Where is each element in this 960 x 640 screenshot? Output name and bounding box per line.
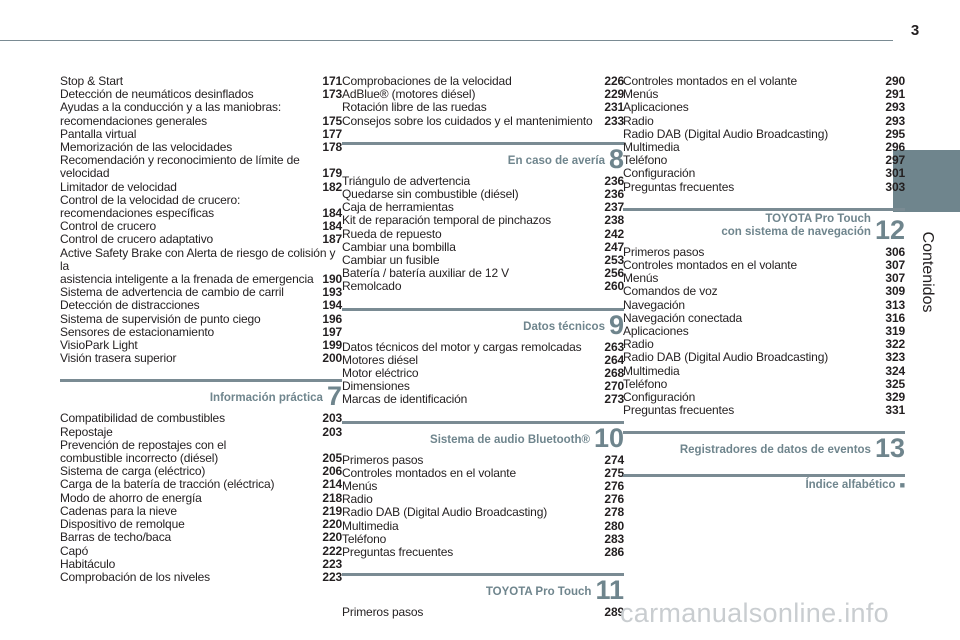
index-square-icon: ■ (899, 480, 905, 491)
toc-entry[interactable] (60, 313, 342, 326)
toc-entry-title: Pantalla virtual (60, 126, 137, 141)
toc-entry-title: Dispositivo de remolque (60, 517, 185, 532)
section-header-row (623, 433, 905, 464)
section-number: 13 (874, 433, 905, 464)
toc-entry-title: Menús (342, 479, 378, 494)
toc-entry-page: 301 (885, 166, 905, 181)
toc-entry-page: 203 (322, 424, 342, 439)
toc-entry-title: Marcas de identificación (342, 392, 468, 407)
toc-entry-title: Multimedia (623, 140, 680, 155)
toc-entry-page: 179 (322, 166, 342, 181)
toc-entry-page: 276 (604, 479, 624, 494)
section-header-row (342, 575, 624, 606)
toc-entry[interactable] (60, 492, 342, 505)
toc-entry[interactable] (623, 101, 905, 114)
toc-entry-page: 205 (322, 451, 342, 466)
toc-entry[interactable] (60, 167, 342, 180)
toc-entry-page: 324 (885, 363, 905, 378)
toc-entry[interactable] (623, 299, 905, 312)
toc-entry-page: 306 (885, 244, 905, 259)
toc-entry-title: Controles montados en el volante (623, 258, 797, 273)
toc-entry-title: Dimensiones (342, 379, 410, 394)
toc-entry-title: Primeros pasos (342, 605, 424, 620)
toc-entry-title: Menús (623, 87, 659, 102)
toc-entry-title: Cambiar un fusible (342, 253, 440, 268)
toc-entry-title: Triángulo de advertencia (342, 173, 471, 188)
toc-entry-page: 223 (322, 556, 342, 571)
toc-entry-title: Radio DAB (Digital Audio Broadcasting) (623, 350, 829, 365)
toc-entry-page: 199 (322, 338, 342, 353)
toc-entry-title: Radio DAB (Digital Audio Broadcasting) (342, 505, 548, 520)
section-header (342, 421, 624, 453)
toc-entry-title: Comprobación de los niveles (60, 569, 211, 584)
toc-entry[interactable] (60, 558, 342, 571)
toc-entry-page: 313 (885, 297, 905, 312)
toc-entry[interactable] (342, 228, 624, 241)
side-tab-text: Contenidos (919, 231, 936, 313)
toc-entry-page: 323 (885, 350, 905, 365)
toc-entry-title: Rotación libre de las ruedas (342, 100, 487, 115)
toc-entry-title: Primeros pasos (623, 244, 705, 259)
toc-entry-title: Navegación (623, 297, 685, 312)
toc-entry-page: 307 (885, 271, 905, 286)
toc-entry-page: 226 (604, 74, 624, 88)
toc-entry[interactable] (342, 393, 624, 406)
toc-entry-title: Limitador de velocidad (60, 179, 177, 194)
toc-entry-page: 309 (885, 284, 905, 299)
toc-entry-title: Menús (623, 271, 659, 286)
toc-entry-title: Sistema de supervisión de punto ciego (60, 311, 261, 326)
toc-entry[interactable] (60, 299, 342, 312)
toc-entry-title: Navegación conectada (623, 310, 743, 325)
section-header-row (623, 211, 905, 245)
toc-entry-page: 291 (885, 87, 905, 102)
toc-column-1 (60, 75, 342, 584)
toc-entry-title: Control de la velocidad de crucero: (60, 192, 241, 207)
toc-entry-page: 236 (604, 187, 624, 202)
toc-entry-title: Consejos sobre los cuidados y el mantenimiento (342, 113, 593, 128)
toc-entry-title: recomendaciones específicas (60, 206, 215, 221)
toc-entry[interactable] (342, 101, 624, 114)
toc-entry[interactable] (623, 325, 905, 338)
toc-entry[interactable] (60, 352, 342, 365)
toc-entry-page: 325 (885, 376, 905, 391)
toc-entry[interactable] (60, 426, 342, 439)
toc-entry[interactable] (623, 75, 905, 88)
toc-entry-page: 238 (604, 213, 624, 228)
toc-entry-title: Stop & Start (60, 74, 123, 88)
toc-entry-page: 184 (322, 206, 342, 221)
toc-entry-title: Compatibilidad de combustibles (60, 411, 225, 426)
section-title[interactable] (721, 213, 875, 242)
toc-entry[interactable] (623, 351, 905, 364)
toc-entry-page: 329 (885, 390, 905, 405)
section-header (623, 474, 905, 495)
toc-entry-page: 297 (885, 153, 905, 168)
watermark: carmanualsonline.info (620, 598, 889, 628)
page-number: 3 (910, 22, 920, 39)
toc-entry-title: Carga de la batería de tracción (eléctrica) (60, 477, 275, 492)
toc-entry-title: Controles montados en el volante (623, 74, 797, 88)
toc-entry-page: 193 (322, 285, 342, 300)
section-title[interactable] (430, 434, 594, 450)
toc-entry-title: recomendaciones generales (60, 113, 208, 128)
toc-entry[interactable] (342, 115, 624, 128)
section-number: 7 (326, 381, 342, 412)
toc-entry-title: Preguntas frecuentes (342, 545, 454, 560)
section-number: 9 (608, 309, 624, 340)
section-title-text: TOYOTA Pro Touch (485, 586, 592, 599)
section-header-row (342, 309, 624, 340)
toc-entry[interactable] (342, 341, 624, 354)
section-title-text: Información práctica (209, 392, 323, 405)
toc-entry-title: Control de crucero adaptativo (60, 232, 214, 247)
toc-entry-page: 283 (604, 531, 624, 546)
section-header (60, 379, 342, 412)
section-title[interactable] (680, 444, 875, 460)
section-title[interactable] (523, 321, 609, 337)
toc-entry-title: Memorización de las velocidades (60, 140, 233, 155)
section-header-row (60, 381, 342, 412)
toc-entry-page: 237 (604, 200, 624, 215)
section-number: 12 (874, 214, 905, 245)
section-title[interactable] (508, 155, 609, 171)
section-title-text: Datos técnicos (523, 320, 605, 333)
toc-entry[interactable] (60, 412, 342, 425)
toc-entry-title: Detección de neumáticos desinflados (60, 87, 254, 102)
toc-entry-title: Sensores de estacionamiento (60, 324, 215, 339)
toc-entry-title: asistencia inteligente a la frenada de emergencia (60, 272, 314, 287)
toc-entry[interactable] (342, 520, 624, 533)
toc-entry-title: Motores diésel (342, 352, 418, 367)
toc-entry-title: Cambiar una bombilla (342, 239, 456, 254)
section-number: 8 (608, 143, 624, 174)
toc-entry-page: 260 (604, 279, 624, 294)
toc-entry-page: 322 (885, 337, 905, 352)
toc-entry-page: 219 (322, 503, 342, 518)
toc-entry-title: Radio (623, 113, 654, 128)
toc-column-3 (623, 75, 905, 499)
toc-entry-title: velocidad (60, 166, 110, 181)
section-title-text: Sistema de audio Bluetooth® (430, 433, 590, 446)
toc-entry-page: 187 (322, 232, 342, 247)
toc-entry-title: Radio (623, 337, 654, 352)
toc-entry-page: 233 (604, 113, 624, 128)
toc-entry-title: Teléfono (342, 531, 387, 546)
toc-column-2 (342, 75, 624, 619)
toc-entry-title: Caja de herramientas (342, 200, 454, 215)
toc-entry[interactable] (623, 285, 905, 298)
toc-entry-title: Aplicaciones (623, 100, 689, 115)
toc-entry-page: 171 (322, 74, 342, 88)
toc-entry-page: 182 (322, 179, 342, 194)
toc-entry[interactable] (342, 214, 624, 227)
toc-entry-page: 263 (604, 339, 624, 354)
toc-entry-page: 289 (604, 605, 624, 620)
toc-entry-page: 256 (604, 266, 624, 281)
toc-entry-page: 247 (604, 239, 624, 254)
section-title-text: En caso de avería (507, 154, 605, 167)
toc-entry-page: 293 (885, 100, 905, 115)
section-number: 10 (593, 422, 624, 453)
toc-entry[interactable] (342, 280, 624, 293)
toc-entry-page: 270 (604, 379, 624, 394)
toc-entry-title: Rueda de repuesto (342, 226, 442, 241)
toc-entry-page: 190 (322, 272, 342, 287)
toc-entry[interactable] (623, 365, 905, 378)
toc-entry-title: Radio DAB (Digital Audio Broadcasting) (623, 126, 829, 141)
section-header-row (342, 422, 624, 453)
toc-entry-page: 275 (604, 465, 624, 480)
top-rule (0, 40, 893, 41)
toc-entry[interactable] (342, 467, 624, 480)
toc-entry-page: 242 (604, 226, 624, 241)
toc-entry-title: Motor eléctrico (342, 366, 419, 381)
toc-entry-page: 295 (885, 126, 905, 141)
toc-entry-title: Batería / batería auxiliar de 12 V (342, 266, 510, 281)
toc-entry-title: Detección de distracciones (60, 298, 200, 313)
toc-entry-title: Control de crucero (60, 219, 157, 234)
toc-entry-page: 273 (604, 392, 624, 407)
toc-entry[interactable] (60, 531, 342, 544)
section-header (623, 431, 905, 464)
toc-entry-title: Sistema de carga (eléctrico) (60, 464, 206, 479)
toc-entry-title: Radio (342, 492, 373, 507)
toc-entry-title: Comprobaciones de la velocidad (342, 74, 512, 88)
section-header (342, 308, 624, 340)
toc-entry-title: Datos técnicos del motor y cargas remolcadas (342, 339, 582, 354)
toc-entry-page: 307 (885, 258, 905, 273)
toc-entry[interactable] (60, 545, 342, 558)
toc-entry[interactable] (623, 181, 905, 194)
toc-entry-page: 177 (322, 126, 342, 141)
toc-entry-title: Active Safety Brake con Alerta de riesgo de colisión y la (60, 245, 336, 273)
toc-entry-page: 276 (604, 492, 624, 507)
toc-entry-page: 196 (322, 311, 342, 326)
toc-entry-page: 316 (885, 310, 905, 325)
toc-entry-page: 274 (604, 452, 624, 467)
toc-entry (60, 247, 342, 273)
toc-entry-title: Teléfono (623, 153, 668, 168)
section-title-text: Índice alfabético (805, 479, 896, 492)
toc-entry-page: 319 (885, 324, 905, 339)
toc-entry-title: Visión trasera superior (60, 351, 177, 366)
toc-entry[interactable] (342, 606, 624, 619)
toc-entry[interactable] (623, 115, 905, 128)
toc-entry-title: Primeros pasos (342, 452, 424, 467)
toc-entry-title: Kit de reparación temporal de pinchazos (342, 213, 551, 228)
toc-entry-page: 222 (322, 543, 342, 558)
section-header (623, 208, 905, 245)
toc-entry[interactable] (342, 454, 624, 467)
toc-entry-page: 296 (885, 140, 905, 155)
toc-entry-page: 236 (604, 173, 624, 188)
section-header (342, 142, 624, 174)
toc-entry-title: Repostaje (60, 424, 113, 439)
section-subtitle-text: con sistema de navegación (721, 225, 871, 238)
toc-entry-title: Remolcado (342, 279, 402, 294)
toc-entry-title: Multimedia (342, 518, 399, 533)
toc-entry-title: Controles montados en el volante (342, 465, 516, 480)
toc-entry-page: 286 (604, 545, 624, 560)
toc-entry-title: Configuración (623, 390, 696, 405)
toc-entry-title: Prevención de repostajes con el (60, 437, 227, 452)
toc-entry-title: Configuración (623, 166, 696, 181)
toc-entry-page: 303 (885, 179, 905, 194)
toc-entry-page: 206 (322, 464, 342, 479)
toc-entry[interactable] (342, 506, 624, 519)
toc-entry-page: 184 (322, 219, 342, 234)
toc-entry[interactable] (60, 181, 342, 194)
toc-entry-title: Ayudas a la conducción y a las maniobras: (60, 100, 282, 115)
toc-entry[interactable] (60, 233, 342, 246)
toc-entry-title: Multimedia (623, 363, 680, 378)
toc-entry-page: 175 (322, 113, 342, 128)
section-number: 11 (595, 575, 624, 606)
toc-entry[interactable] (60, 115, 342, 128)
toc-entry-title: Modo de ahorro de energía (60, 490, 202, 505)
toc-entry-page: 278 (604, 505, 624, 520)
section-title-text: Registradores de datos de eventos (679, 444, 871, 457)
toc-entry-title: Habitáculo (60, 556, 116, 571)
toc-entry-title: VisioPark Light (60, 338, 138, 353)
section-header-row (623, 477, 905, 495)
toc-entry-title: Capó (60, 543, 89, 558)
toc-entry-page: 197 (322, 324, 342, 339)
toc-entry-title: Preguntas frecuentes (623, 179, 735, 194)
toc-entry[interactable] (623, 167, 905, 180)
toc-entry-page: 200 (322, 351, 342, 366)
toc-entry-title: Cadenas para la nieve (60, 503, 177, 518)
toc-entry-page: 268 (604, 366, 624, 381)
section-header-row (342, 143, 624, 174)
toc-entry-page: 218 (322, 490, 342, 505)
section-header (342, 573, 624, 606)
toc-entry-page: 293 (885, 113, 905, 128)
toc-entry-title: Barras de techo/baca (60, 530, 172, 545)
toc-entry-page: 331 (885, 403, 905, 418)
section-title[interactable] (486, 586, 596, 602)
toc-entry-page: 194 (322, 298, 342, 313)
toc-entry-page: 223 (322, 569, 342, 584)
toc-entry[interactable] (623, 404, 905, 417)
toc-entry (60, 101, 342, 114)
toc-entry-page: 229 (604, 87, 624, 102)
toc-entry-page: 253 (604, 253, 624, 268)
toc-entry-title: AdBlue® (motores diésel) (342, 87, 476, 102)
toc-entry-page: 178 (322, 140, 342, 155)
toc-entry-page: 173 (322, 87, 342, 102)
toc-entry-page: 264 (604, 352, 624, 367)
toc-entry[interactable] (60, 478, 342, 491)
toc-entry[interactable] (342, 546, 624, 559)
toc-entry[interactable] (60, 571, 342, 584)
toc-entry-page: 220 (322, 530, 342, 545)
toc-entry-title: Preguntas frecuentes (623, 403, 735, 418)
toc-entry-title: Recomendación y reconocimiento de límite de (60, 153, 300, 168)
section-title[interactable] (805, 479, 899, 495)
toc-entry-title: Teléfono (623, 376, 668, 391)
toc-entry[interactable] (623, 259, 905, 272)
toc-entry-page: 280 (604, 518, 624, 533)
toc-entry-title: Sistema de advertencia de cambio de carril (60, 285, 284, 300)
toc-entry[interactable] (342, 480, 624, 493)
toc-entry-title: Comandos de voz (623, 284, 718, 299)
section-title-text: TOYOTA Pro Touch (765, 212, 871, 225)
toc-entry-page: 220 (322, 517, 342, 532)
toc-entry-page: 290 (885, 74, 905, 88)
toc-entry-title: Aplicaciones (623, 324, 689, 339)
toc-entry-title: combustible incorrecto (diésel) (60, 451, 219, 466)
toc-entry-page: 214 (322, 477, 342, 492)
section-title[interactable] (210, 392, 327, 408)
toc-entry-title: Quedarse sin combustible (diésel) (342, 187, 519, 202)
toc-entry-page: 231 (604, 100, 624, 115)
toc-entry-page: 203 (322, 411, 342, 426)
